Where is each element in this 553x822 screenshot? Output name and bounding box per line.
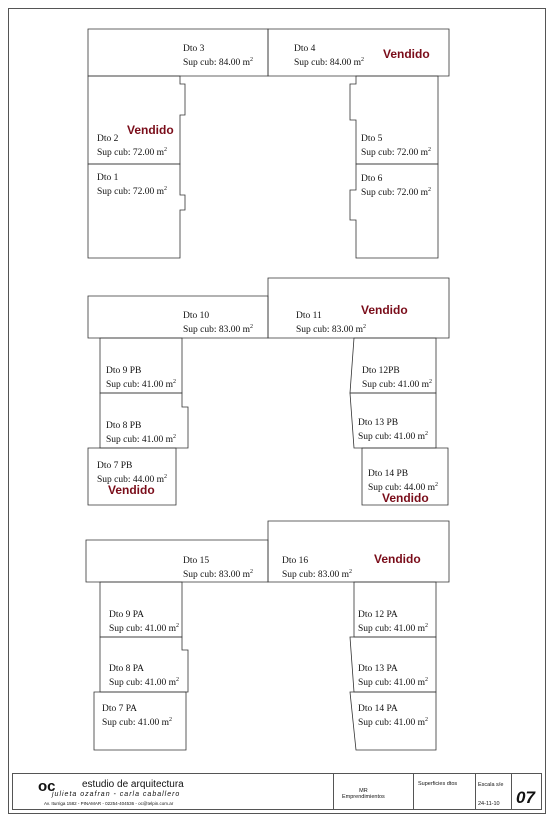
unit-area: Sup cub: 41.00 $m^2$ — [109, 677, 180, 689]
scale-label: Escala s/e — [478, 782, 504, 788]
unit-area: Sup cub: 41.00 $m^2$ — [106, 434, 177, 446]
unit-name: Dto 7 PA — [102, 704, 138, 714]
unit-area: Sup cub: 41.00 $m^2$ — [102, 717, 173, 729]
unit-label-dto-1 — [97, 173, 167, 198]
unit-area: Sup cub: 83.00 $m^2$ — [296, 324, 367, 336]
unit-label-dto-8-pa — [109, 664, 179, 689]
unit-label-dto-12pb — [362, 366, 432, 391]
unit-name: Dto 12PB — [362, 366, 400, 376]
unit-name: Dto 14 PB — [368, 469, 409, 479]
sold-badge: Vendido — [127, 123, 174, 137]
unit-name: Dto 7 PB — [97, 461, 133, 471]
unit-name: Dto 8 PB — [106, 421, 142, 431]
unit-area: Sup cub: 44.00 $m^2$ — [368, 482, 439, 494]
sold-badge: Vendido — [382, 491, 429, 505]
unit-name: Dto 11 — [296, 311, 322, 321]
unit-name: Dto 13 PA — [358, 664, 398, 674]
unit-name: Dto 2 — [97, 134, 119, 144]
unit-name: Dto 12 PA — [358, 610, 398, 620]
unit-label-dto-16 — [282, 556, 352, 581]
unit-name: Dto 10 — [183, 311, 210, 321]
unit-area: Sup cub: 83.00 $m^2$ — [183, 324, 254, 336]
sold-badge: Vendido — [361, 303, 408, 317]
date-label: 24-11-10 — [478, 801, 500, 807]
unit-area: Sup cub: 83.00 $m^2$ — [183, 569, 254, 581]
unit-label-dto-10 — [183, 311, 253, 336]
unit-name: Dto 6 — [361, 174, 383, 184]
sold-badge: Vendido — [108, 483, 155, 497]
unit-label-dto-8-pb — [106, 421, 176, 446]
unit-name: Dto 15 — [183, 556, 210, 566]
unit-label-dto-6 — [361, 174, 431, 199]
unit-name: Dto 5 — [361, 134, 383, 144]
unit-name: Dto 14 PA — [358, 704, 398, 714]
unit-name: Dto 8 PA — [109, 664, 145, 674]
unit-name: Dto 3 — [183, 44, 205, 54]
unit-area: Sup cub: 41.00 $m^2$ — [358, 431, 429, 443]
sheet-number: 07 — [516, 788, 535, 807]
unit-label-dto-11 — [296, 311, 366, 336]
unit-label-dto-15 — [183, 556, 253, 581]
studio-partners: julieta ozafran - carla caballero — [52, 791, 181, 798]
unit-name: Dto 9 PB — [106, 366, 142, 376]
unit-area: Sup cub: 41.00 $m^2$ — [358, 623, 429, 635]
sold-badge: Vendido — [374, 552, 421, 566]
unit-label-dto-4 — [294, 44, 364, 69]
unit-name: Dto 9 PA — [109, 610, 145, 620]
unit-name: Dto 13 PB — [358, 418, 399, 428]
studio-logo: oc — [38, 778, 56, 795]
unit-area: Sup cub: 41.00 $m^2$ — [106, 379, 177, 391]
unit-area: Sup cub: 84.00 $m^2$ — [294, 57, 365, 69]
unit-area: Sup cub: 72.00 $m^2$ — [97, 147, 168, 159]
unit-label-dto-9-pb — [106, 366, 176, 391]
unit-area: Sup cub: 41.00 $m^2$ — [358, 677, 429, 689]
unit-label-dto-12-pa — [358, 610, 428, 635]
drawing-title: Superficies dtos — [418, 781, 458, 787]
unit-area: Sup cub: 72.00 $m^2$ — [97, 186, 168, 198]
unit-label-dto-13-pb — [358, 418, 428, 443]
unit-label-dto-9-pa — [109, 610, 179, 635]
unit-area: Sup cub: 41.00 $m^2$ — [362, 379, 433, 391]
unit-name: Dto 1 — [97, 173, 119, 183]
client-name: MR Emprendimientos — [342, 788, 385, 800]
unit-area: Sup cub: 84.00 $m^2$ — [183, 57, 254, 69]
unit-label-dto-3 — [183, 44, 253, 69]
unit-area: Sup cub: 41.00 $m^2$ — [109, 623, 180, 635]
studio-name: estudio de arquitectura — [82, 779, 184, 790]
unit-name: Dto 4 — [294, 44, 316, 54]
drawing-cell — [413, 774, 476, 809]
unit-label-dto-2 — [97, 134, 167, 159]
unit-area: Sup cub: 72.00 $m^2$ — [361, 147, 432, 159]
unit-label-dto-7-pa — [102, 704, 172, 729]
unit-area: Sup cub: 44.00 $m^2$ — [97, 474, 168, 486]
unit-label-dto-13-pa — [358, 664, 428, 689]
unit-name: Dto 16 — [282, 556, 309, 566]
unit-area: Sup cub: 83.00 $m^2$ — [282, 569, 353, 581]
unit-area: Sup cub: 72.00 $m^2$ — [361, 187, 432, 199]
unit-label-dto-14-pa — [358, 704, 428, 729]
unit-label-dto-5 — [361, 134, 431, 159]
studio-address: Av. Iturriga 1582 - PINAMAR - 02254-404536 - oc@telpin.com.ar — [44, 801, 174, 806]
unit-area: Sup cub: 41.00 $m^2$ — [358, 717, 429, 729]
sold-badge: Vendido — [383, 47, 430, 61]
